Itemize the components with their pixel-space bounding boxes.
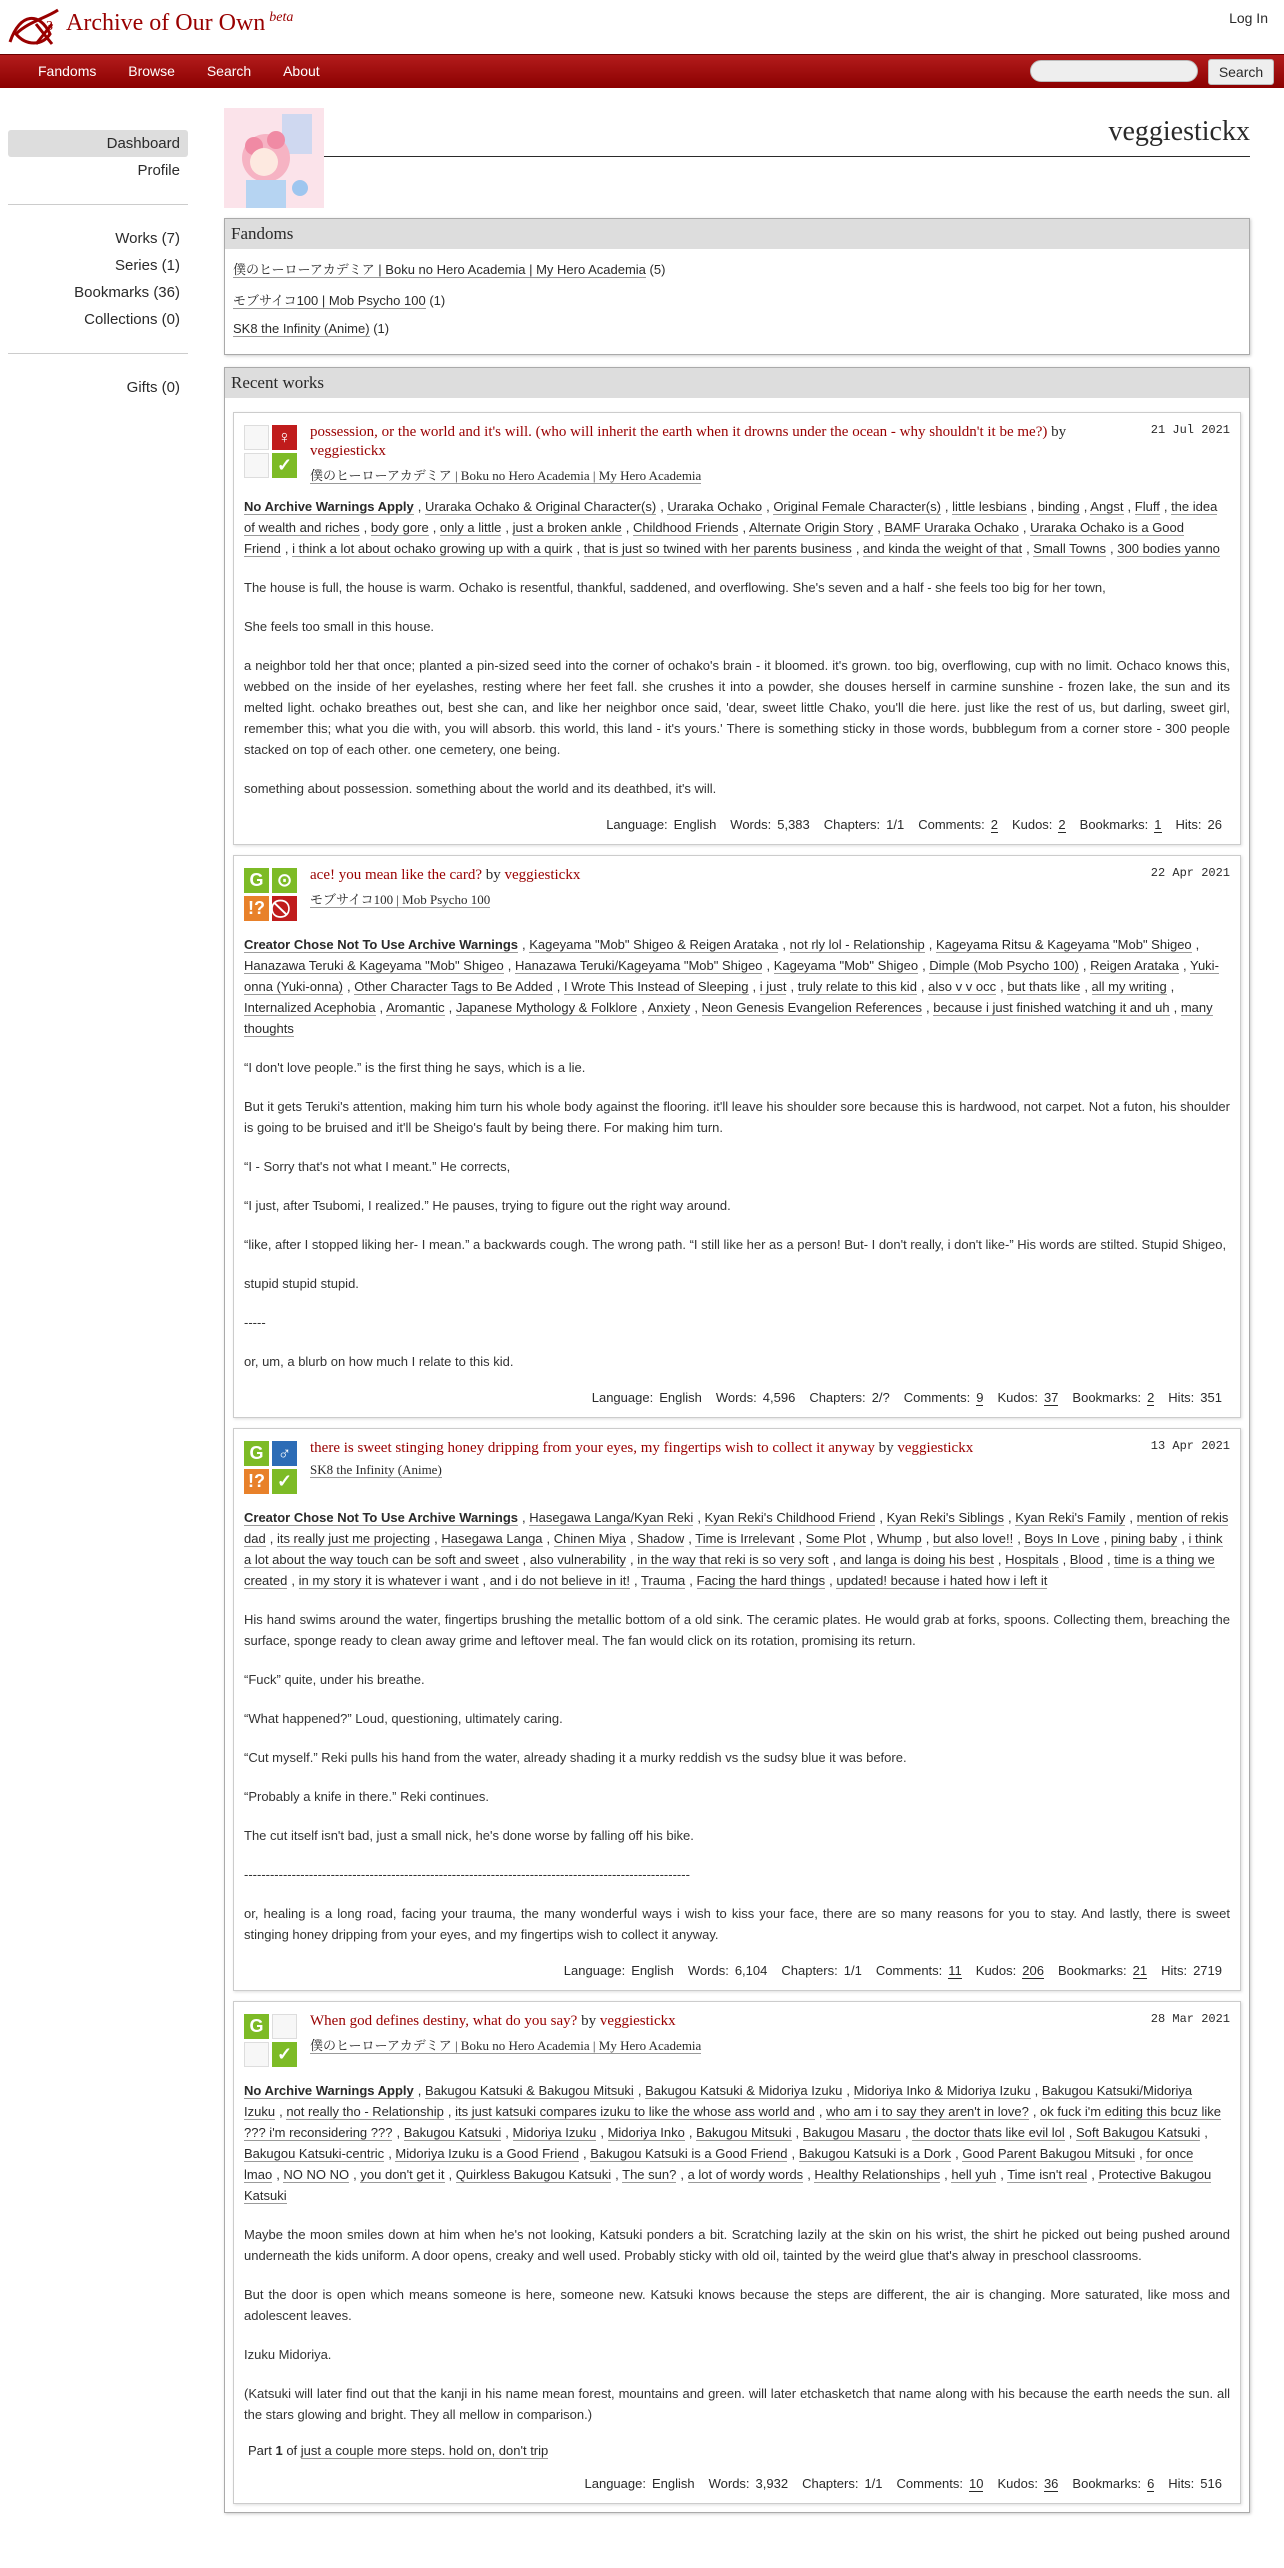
work-stats [244,2476,1230,2491]
sidebar-profile[interactable]: Profile [137,162,180,179]
stat-value-language: English [651,2476,695,2491]
work-fandom-link[interactable]: モブサイコ100 | Mob Psycho 100 [310,892,491,907]
svg-text:3: 3 [46,19,53,34]
freeform-tag[interactable]: Anxiety [647,1000,691,1015]
work-stats [244,1390,1230,1405]
by-label: by [878,1440,894,1456]
freeform-tag[interactable]: all my writing [1091,979,1167,994]
warnings-none-icon[interactable] [244,2042,269,2067]
dashboard-sidebar [8,130,188,401]
summary-paragraph: “I just, after Tsubomi, I realized.” He pauses, trying to figure out the right way around. [244,1198,731,1213]
summary-paragraph: Maybe the moon smiles down at him when he's not looking, Katsuki ponders a bit. Scratching lazily at the skin on his wrist, the shirt he picked out being pushed around underneath the kids uniform. A door opens, creaky and well used. Probably sticky with old oil, tainted by the weird glue that's alway in preschool classrooms. [244,2227,1230,2263]
stat-label-comments: Comments: [918,817,985,832]
stat-label-hits: Hits: [1161,1963,1188,1978]
stat-label-chapters: Chapters: [823,817,881,832]
freeform-tag[interactable]: Trauma [640,1573,686,1588]
fandom-count: (1) [373,321,390,336]
freeform-tag[interactable]: its just katsuki compares izuku to like the whose ass world and [455,2104,815,2119]
sidebar-series[interactable]: Series (1) [114,257,180,274]
summary-paragraph: The cut itself isn't bad, just a small nick, he's done worse by falling off his bike. [244,1828,694,1843]
freeform-tag[interactable]: Bakugou Katsuki is a Dork [798,2146,952,2161]
stat-value-comments[interactable]: 11 [948,1963,962,1978]
sidebar-gifts[interactable]: Gifts (0) [126,379,180,396]
stat-value-kudos[interactable]: 37 [1043,1390,1059,1405]
stat-value-comments[interactable]: 9 [976,1390,984,1405]
required-tags [244,425,298,479]
work-stats [244,1963,1230,1978]
freeform-tag[interactable]: Bakugou Katsuki & Midoriya Izuku [645,2083,843,2098]
freeform-tag[interactable]: not rly lol - Relationship [789,937,925,952]
sidebar-divider [8,204,188,205]
stat-label-words: Words: [708,2476,750,2491]
freeform-tag[interactable]: also vulnerability [529,1552,626,1567]
required-tags [244,1441,298,1495]
summary-paragraph: His hand swims around the water, fingertips brushing the metallic bottom of a old sink. The ceramic plates. He would grab at forks, spoons. Collecting them, breaching the surface, sponge ready to clean away grime and leftover meal. The fan would click on its rotation, promising its return. [244,1612,1230,1648]
freeform-tag[interactable]: a lot of wordy words [687,2167,804,2182]
freeform-tag[interactable]: Time isn't real [1007,2167,1088,2182]
summary-paragraph: something about possession. something about the world and its deathbed, it's will. [244,781,717,796]
rating-general-icon[interactable]: G [244,1441,269,1466]
stat-label-hits: Hits: [1168,2476,1195,2491]
freeform-tag[interactable]: Shadow [637,1531,685,1546]
stat-label-kudos: Kudos: [975,1963,1017,1978]
recent-works-heading: Recent works [225,368,1249,398]
page-title: veggiestickx [1108,116,1250,147]
freeform-tag[interactable]: Neon Genesis Evangelion References [701,1000,923,1015]
freeform-tag[interactable]: Uraraka Ochako & Original Character(s) [424,499,657,514]
freeform-tag[interactable]: Bakugou Katsuki is a Good Friend [590,2146,788,2161]
freeform-tag[interactable]: Midoriya Izuku [512,2125,597,2140]
complete-check-icon[interactable]: ✓ [272,453,297,478]
nav-browse[interactable]: Browse [128,63,175,79]
freeform-tag[interactable]: pining baby [1110,1531,1178,1546]
work-fandom-link[interactable]: SK8 the Infinity (Anime) [310,1462,442,1477]
freeform-tag[interactable]: the idea of wealth and riches [244,499,1218,535]
stat-label-words: Words: [730,817,772,832]
fandom-link[interactable]: 僕のヒーローアカデミア | Boku no Hero Academia | My Hero Academia [233,262,646,277]
warning-tag[interactable]: Creator Chose Not To Use Archive Warnings [244,937,519,952]
stat-value-bookmarks[interactable]: 21 [1132,1963,1148,1978]
category-gen-icon[interactable]: ⊙ [272,868,297,893]
login-link[interactable]: Log In [1229,10,1268,26]
rating-general-icon[interactable]: G [244,868,269,893]
freeform-tag[interactable]: Whump [876,1531,922,1546]
work-date: 28 Mar 2021 [1150,2012,1230,2026]
freeform-tag[interactable]: also v v occ [928,979,997,994]
warning-tag[interactable]: Creator Chose Not To Use Archive Warnings [244,1510,519,1525]
series-link[interactable]: just a couple more steps. hold on, don't trip [300,2443,549,2458]
work-tags: Creator Chose Not To Use Archive Warnings , Hasegawa Langa/Kyan Reki , Kyan Reki's Childhood Friend , Kyan Reki's Siblings , Kyan Reki's Family , mention of rekis dad , its really just me projecting , Hasegawa Langa , Chinen Miya , Shadow , Time is Irrelevant , Some Plot , Whump , but also love!! , Boys In Love , pining baby , i think a lot about the way touch can be soft and sweet , also vulnerability , in the way that reki is so very soft , and langa is doing his best , Hospitals , Blood , time is a thing we created , in my story it is whatever i want , and i do not believe in it! , Trauma , Facing the hard things , updated! because i hated how i left it [244,1510,1229,1588]
freeform-tag[interactable]: its really just me projecting [276,1531,431,1546]
site-header [0,0,1284,54]
author-link[interactable]: veggiestickx [599,2013,676,2029]
of-label: of [286,2443,298,2458]
summary-paragraph: “What happened?” Loud, questioning, ultimately caring. [244,1711,563,1726]
rating-general-icon[interactable]: G [244,2014,269,2039]
stat-label-chapters: Chapters: [781,1963,838,1978]
work-blurb [233,2001,1241,2504]
avatar-image-icon [224,108,324,208]
freeform-tag[interactable]: and kinda the weight of that [863,541,1023,556]
freeform-tag[interactable]: Healthy Relationships [814,2167,941,2182]
category-female-icon[interactable]: ♀ [272,425,297,450]
summary-paragraph: a neighbor told her that once; planted a pin-sized seed into the corner of ochako's brain - it bloomed. it's grown. too big, overflowing, cup with no limit. Ochaco knows this, webbed on the inside of her eyelashes, resting where her feet fall. she crushes it into a powder, she douses herself in carmine sunshine - frozen lake, the sun and its melted light. ochako breathes out, best she can, and like her neighbor once said, 'dear, sweet little Chako, you'll die here. just like the rest of us, but darling, sweet girl, remember this; what you die with, you will absorb. this world, this land - it's yours.' There is something sticky in those words, bubblegum from a corner store - 300 people stacked on top of each other. one cemetery, one being. [244,658,1230,757]
warnings-choose-not-icon[interactable]: !? [244,896,269,921]
work-blurb [233,412,1241,845]
fandom-link[interactable]: SK8 the Infinity (Anime) [233,321,370,336]
summary-paragraph: stupid stupid stupid. [244,1276,359,1291]
freeform-tag[interactable]: BAMF Uraraka Ochako [884,520,1019,535]
stat-value-kudos[interactable]: 36 [1043,2476,1059,2491]
stat-label-kudos: Kudos: [997,1390,1038,1405]
site-title[interactable]: Archive of Our Own $^{beta}$ [66,10,294,36]
series-line [248,2443,1230,2458]
stat-value-kudos[interactable]: 206 [1022,1963,1044,1978]
incomplete-icon[interactable] [272,896,297,921]
summary-paragraph: “like, after I stopped liking her- I mean.” a backwards cough. The wrong path. “I still like her as a person! But- I don't really, i don't like-” His words are stilted. Stupid Shigeo, [244,1237,1227,1252]
freeform-tag[interactable]: that is just so twined with her parents business [583,541,852,556]
freeform-tag[interactable]: Aromantic [386,1000,445,1015]
freeform-tag[interactable]: Angst [1090,499,1124,514]
stat-label-bookmarks: Bookmarks: [1072,2476,1142,2491]
freeform-tag[interactable]: 300 bodies yanno [1117,541,1220,556]
freeform-tag[interactable]: Time is Irrelevant [695,1531,795,1546]
work-title-link[interactable]: possession, or the world and it's will. (who will inherit the earth when it drowns under the ocean - why shouldn't it be me?) [310,424,1048,440]
summary-paragraph: (Katsuki will later find out that the kanji in his name mean forest, mountains and green. will later etchasketch that name along with his because the earth needs the sun. all the stars glowing and bright. They all mellow in comparison.) [244,2386,1230,2422]
stat-value-comments[interactable]: 10 [969,2476,984,2491]
freeform-tag[interactable]: I Wrote This Instead of Sleeping [563,979,749,994]
work-tags: Creator Chose Not To Use Archive Warnings , Kageyama "Mob" Shigeo & Reigen Arataka , not rly lol - Relationship , Kageyama Ritsu & Kageyama "Mob" Shigeo , Hanazawa Teruki & Kageyama "Mob" Shigeo , Hanazawa Teruki/Kageyama "Mob" Shigeo , Kageyama "Mob" Shigeo , Dimple (Mob Psycho 100) , Reigen Arataka , Yuki-onna (Yuki-onna) , Other Character Tags to Be Added , I Wrote This Instead of Sleeping , i just , truly relate to this kid , also v v occ , but thats like , all my writing , Internalized Acephobia , Aromantic , Japanese Mythology & Folklore , Anxiety , Neon Genesis Evangelion References , because i just finished watching it and uh , many thoughts [244,937,1219,1036]
summary-paragraph: ----- [244,1315,266,1330]
fandom-count: (1) [429,293,446,308]
work-title-link[interactable]: When god defines destiny, what do you say? [310,2013,578,2029]
summary-paragraph: She feels too small in this house. [244,619,435,634]
freeform-tag[interactable]: Kyan Reki's Siblings [886,1510,1005,1525]
work-stats [244,817,1230,832]
by-label: by [485,867,501,883]
header-rule [324,156,1250,157]
work-fandom-link[interactable]: 僕のヒーローアカデミア | Boku no Hero Academia | My Hero Academia [310,2038,702,2053]
freeform-tag[interactable]: for once lmao [244,2146,1194,2182]
freeform-tag[interactable]: and langa is doing his best [839,1552,994,1567]
stat-label-hits: Hits: [1175,817,1202,832]
freeform-tag[interactable]: Kyan Reki's Childhood Friend [704,1510,876,1525]
stat-label-hits: Hits: [1168,1390,1195,1405]
freeform-tag[interactable]: Fluff [1134,499,1160,514]
stat-label-bookmarks: Bookmarks: [1072,1390,1142,1405]
freeform-tag[interactable]: updated! because i hated how i left it [836,1573,1048,1588]
stat-label-comments: Comments: [896,2476,963,2491]
freeform-tag[interactable]: Uraraka Ochako [667,499,763,514]
work-summary [244,577,1230,799]
freeform-tag[interactable]: Bakugou Katsuki [403,2125,502,2140]
freeform-tag[interactable]: Hanazawa Teruki & Kageyama "Mob" Shigeo [244,958,504,973]
stat-value-language: English [673,817,717,832]
stat-value-hits: 351 [1200,1390,1222,1405]
freeform-tag[interactable]: Kageyama "Mob" Shigeo [773,958,919,973]
work-summary [244,2224,1230,2425]
stat-label-bookmarks: Bookmarks: [1079,817,1149,832]
freeform-tag[interactable]: i think a lot about ochako growing up with a quirk [292,541,573,556]
required-tags [244,2014,298,2068]
work-date: 13 Apr 2021 [1150,1439,1230,1453]
stat-value-words: 3,932 [755,2476,789,2491]
stat-label-language: Language: [591,1390,654,1405]
fandom-item [233,321,1241,336]
freeform-tag[interactable]: not really tho - Relationship [286,2104,444,2119]
freeform-tag[interactable]: ok fuck i'm editing this bcuz like ??? i'm reconsidering ??? [244,2104,1221,2140]
freeform-tag[interactable]: i just [759,979,787,994]
sidebar-dashboard[interactable]: Dashboard [8,130,188,157]
freeform-tag[interactable]: but thats like [1007,979,1081,994]
freeform-tag[interactable]: but also love!! [932,1531,1014,1546]
fandoms-section [224,218,1250,355]
work-date: 22 Apr 2021 [1150,866,1230,880]
recent-works-section [224,367,1250,2513]
summary-paragraph: “I don't love people.” is the first thing he says, which is a lie. [244,1060,586,1075]
work-date: 21 Jul 2021 [1150,423,1230,437]
freeform-tag[interactable]: Kageyama "Mob" Shigeo & Reigen Arataka [529,937,779,952]
summary-paragraph: But it gets Teruki's attention, making him turn his whole body against the flooring. it'll leave his shoulder sore because this is hardwood, not carpet. Not a futon, his shoulder is going to be bruised and it'll be Sheigo's fault by being there. For making him turn. [244,1099,1230,1135]
stat-value-words: 4,596 [762,1390,796,1405]
stat-label-language: Language: [606,817,668,832]
warning-tag[interactable]: No Archive Warnings Apply [244,2083,414,2098]
freeform-tag[interactable]: Hospitals [1005,1552,1059,1567]
search-button[interactable]: Search [1208,59,1274,85]
sidebar-works[interactable]: Works (7) [115,230,180,247]
freeform-tag[interactable]: Midoriya Inko & Midoriya Izuku [853,2083,1031,2098]
stat-value-hits: 2719 [1193,1963,1222,1978]
freeform-tag[interactable]: in my story it is whatever i want [298,1573,479,1588]
work-summary [244,1057,1230,1372]
summary-paragraph: Izuku Midoriya. [244,2347,332,2362]
beta-label: beta [269,10,294,25]
part-label: Part [248,2443,272,2458]
stat-value-bookmarks[interactable]: 1 [1154,817,1162,832]
freeform-tag[interactable]: Bakugou Katsuki-centric [244,2146,385,2161]
summary-paragraph: But the door is open which means someone is here, someone new. Katsuki knows because the steps are different, the air is changing. More saturated, like moss and adolescent leaves. [244,2287,1230,2323]
complete-check-icon[interactable]: ✓ [272,1469,297,1494]
main-content [224,108,1250,2513]
ao3-logo-icon[interactable] [6,4,66,50]
nav-search[interactable]: Search [206,63,252,79]
freeform-tag[interactable]: Protective Bakugou Katsuki [244,2167,1212,2203]
category-male-icon[interactable]: ♂ [272,1441,297,1466]
stat-label-words: Words: [687,1963,729,1978]
primary-navigation [0,54,1284,88]
freeform-tag[interactable]: Alternate Origin Story [748,520,874,535]
stat-value-bookmarks[interactable]: 2 [1147,1390,1155,1405]
freeform-tag[interactable]: Dimple (Mob Psycho 100) [929,958,1079,973]
work-blurb [233,855,1241,1418]
stat-label-bookmarks: Bookmarks: [1057,1963,1127,1978]
fandom-link[interactable]: モブサイコ100 | Mob Psycho 100 [233,293,426,308]
stat-label-language: Language: [584,2476,646,2491]
freeform-tag[interactable]: because i just finished watching it and uh [933,1000,1170,1015]
freeform-tag[interactable]: hell yuh [951,2167,997,2182]
stat-value-kudos[interactable]: 2 [1058,817,1066,832]
freeform-tag[interactable]: Some Plot [805,1531,866,1546]
freeform-tag[interactable]: Midoriya Inko [607,2125,685,2140]
freeform-tag[interactable]: Good Parent Bakugou Mitsuki [962,2146,1136,2161]
work-tags: No Archive Warnings Apply , Bakugou Katsuki & Bakugou Mitsuki , Bakugou Katsuki & Midoriya Izuku , Midoriya Inko & Midoriya Izuku , Bakugou Katsuki/Midoriya Izuku , not really tho - Relationship , its just katsuki compares izuku to like the whose ass world and , who am i to say they aren't in love? , ok fuck i'm editing this bcuz like ??? i'm reconsidering ??? , Bakugou Katsuki , Midoriya Izuku , Midoriya Inko , Bakugou Mitsuki , Bakugou Masaru , the doctor thats like evil lol , Soft Bakugou Katsuki , Bakugou Katsuki-centric , Midoriya Izuku is a Good Friend , Bakugou Katsuki is a Good Friend , Bakugou Katsuki is a Dork , Good Parent Bakugou Mitsuki , for once lmao , NO NO NO , you don't get it , Quirkless Bakugou Katsuki , The sun? , a lot of wordy words , Healthy Relationships , hell yuh , Time isn't real , Protective Bakugou Katsuki [244,2083,1221,2203]
freeform-tag[interactable]: Yuki-onna (Yuki-onna) [244,958,1219,994]
stat-label-language: Language: [563,1963,626,1978]
work-fandom-link[interactable]: 僕のヒーローアカデミア | Boku no Hero Academia | My Hero Academia [310,468,702,483]
avatar[interactable] [224,108,324,208]
stat-value-hits: 516 [1200,2476,1222,2491]
stat-value-language: English [659,1390,702,1405]
summary-paragraph: or, healing is a long road, facing your trauma, the many wonderful ways i wish to kiss your face, there are so many reasons for you to stay. And lastly, there is sweet stinging honey dripping from your eyes, and my fingertips wish to collect it anyway. [244,1906,1230,1942]
freeform-tag[interactable]: Bakugou Masaru [802,2125,902,2140]
series-part-number: 1 [275,2443,283,2458]
work-title-link[interactable]: ace! you mean like the card? [310,867,482,883]
freeform-tag[interactable]: Chinen Miya [553,1531,627,1546]
freeform-tag[interactable]: little lesbians [952,499,1027,514]
freeform-tag[interactable]: Facing the hard things [696,1573,826,1588]
stat-value-words: 5,383 [777,817,810,832]
summary-paragraph: “Cut myself.” Reki pulls his hand from the water, already shading it a murky reddish vs the sudsy blue it was before. [244,1750,907,1765]
stat-label-chapters: Chapters: [802,2476,859,2491]
freeform-tag[interactable]: just a broken ankle [512,520,622,535]
stat-value-language: English [631,1963,674,1978]
search-input[interactable] [1030,60,1198,82]
freeform-tag[interactable]: i think a lot about the way touch can be soft and sweet [244,1531,1223,1567]
author-link[interactable]: veggiestickx [504,867,581,883]
stat-label-words: Words: [715,1390,757,1405]
sidebar-bookmarks[interactable]: Bookmarks (36) [74,284,180,301]
freeform-tag[interactable]: Hanazawa Teruki/Kageyama "Mob" Shigeo [514,958,763,973]
stat-value-chapters: 1/1 [886,817,905,832]
freeform-tag[interactable]: many thoughts [244,1000,1213,1036]
complete-check-icon[interactable]: ✓ [272,2042,297,2067]
freeform-tag[interactable]: Bakugou Mitsuki [696,2125,792,2140]
stat-value-hits: 26 [1207,817,1222,832]
warning-tag[interactable]: No Archive Warnings Apply [244,499,414,514]
summary-paragraph: The house is full, the house is warm. Ochako is resentful, thankful, saddened, and overflowing. She's seven and a half - she feels too big for her town, [244,580,1106,595]
freeform-tag[interactable]: binding [1037,499,1080,514]
summary-paragraph: or, um, a blurb on how much I relate to this kid. [244,1354,514,1369]
freeform-tag[interactable]: Hasegawa Langa [441,1531,543,1546]
stat-label-kudos: Kudos: [997,2476,1038,2491]
stat-value-chapters: 1/1 [843,1963,862,1978]
freeform-tag[interactable]: time is a thing we created [244,1552,1215,1588]
freeform-tag[interactable]: Japanese Mythology & Folklore [455,1000,638,1015]
freeform-tag[interactable]: Childhood Friends [632,520,739,535]
freeform-tag[interactable]: Bakugou Katsuki & Bakugou Mitsuki [424,2083,634,2098]
freeform-tag[interactable]: mention of rekis dad [244,1510,1229,1546]
freeform-tag[interactable]: the doctor thats like evil lol [912,2125,1065,2140]
freeform-tag[interactable]: Midoriya Izuku is a Good Friend [395,2146,579,2161]
freeform-tag[interactable]: The sun? [622,2167,677,2182]
stat-value-bookmarks[interactable]: 6 [1147,2476,1155,2491]
freeform-tag[interactable]: Original Female Character(s) [773,499,941,514]
sidebar-divider [8,353,188,354]
work-title-link[interactable]: there is sweet stinging honey dripping from your eyes, my fingertips wish to collect it anyway [310,1440,875,1456]
author-link[interactable]: veggiestickx [310,443,386,459]
required-tags [244,868,298,922]
work-tags: No Archive Warnings Apply , Uraraka Ochako & Original Character(s) , Uraraka Ochako , Original Female Character(s) , little lesbians , binding , Angst , Fluff , the idea of wealth and riches , body gore , only a little , just a broken ankle , Childhood Friends , Alternate Origin Story , BAMF Uraraka Ochako , Uraraka Ochako is a Good Friend , i think a lot about ochako growing up with a quirk , that is just so twined with her parents business , and kinda the weight of that , Small Towns , 300 bodies yanno [244,499,1220,556]
nav-fandoms[interactable]: Fandoms [38,63,97,79]
stat-label-kudos: Kudos: [1011,817,1053,832]
freeform-tag[interactable]: Small Towns [1033,541,1107,556]
category-none-icon[interactable] [272,2014,297,2039]
freeform-tag[interactable]: Bakugou Katsuki/Midoriya Izuku [244,2083,1193,2119]
freeform-tag[interactable]: body gore [370,520,429,535]
freeform-tag[interactable]: Kyan Reki's Family [1015,1510,1126,1525]
stat-value-comments[interactable]: 2 [990,817,998,832]
work-summary [244,1609,1230,1945]
stat-value-words: 6,104 [734,1963,768,1978]
freeform-tag[interactable]: Internalized Acephobia [244,1000,376,1015]
summary-paragraph: “Probably a knife in there.” Reki continues. [244,1789,489,1804]
by-label: by [581,2013,597,2029]
freeform-tag[interactable]: in the way that reki is so very soft [637,1552,829,1567]
freeform-tag[interactable]: who am i to say they aren't in love? [826,2104,1029,2119]
work-blurb [233,1428,1241,1991]
by-label: by [1051,424,1067,440]
summary-paragraph: “Fuck” quite, under his breathe. [244,1672,425,1687]
fandom-item [233,259,1241,278]
summary-paragraph: ------------------------------------------------------------------------------------------------------- [244,1867,690,1882]
freeform-tag[interactable]: Soft Bakugou Katsuki [1075,2125,1201,2140]
fandom-item [233,290,1241,309]
stat-value-chapters: 2/? [871,1390,890,1405]
freeform-tag[interactable]: NO NO NO [283,2167,350,2182]
freeform-tag[interactable]: Boys In Love [1024,1531,1100,1546]
summary-paragraph: “I - Sorry that's not what I meant.” He corrects, [244,1159,511,1174]
author-link[interactable]: veggiestickx [897,1440,974,1456]
stat-label-comments: Comments: [903,1390,971,1405]
stat-value-chapters: 1/1 [864,2476,883,2491]
warnings-choose-not-icon[interactable]: !? [244,1469,269,1494]
stat-label-chapters: Chapters: [809,1390,866,1405]
freeform-tag[interactable]: Reigen Arataka [1090,958,1179,973]
freeform-tag[interactable]: Hasegawa Langa/Kyan Reki [529,1510,694,1525]
warnings-none-icon[interactable] [244,453,269,478]
freeform-tag[interactable]: truly relate to this kid [797,979,917,994]
freeform-tag[interactable]: only a little [439,520,502,535]
fandom-count: (5) [649,262,666,277]
freeform-tag[interactable]: Kageyama Ritsu & Kageyama "Mob" Shigeo [936,937,1192,952]
freeform-tag[interactable]: Other Character Tags to Be Added [354,979,553,994]
rating-not-rated-icon[interactable] [244,425,269,450]
freeform-tag[interactable]: Uraraka Ochako is a Good Friend [244,520,1184,556]
stat-label-comments: Comments: [875,1963,943,1978]
user-header [224,108,1250,208]
freeform-tag[interactable]: and i do not believe in it! [489,1573,630,1588]
freeform-tag[interactable]: Quirkless Bakugou Katsuki [455,2167,612,2182]
sidebar-collections[interactable]: Collections (0) [84,311,180,328]
freeform-tag[interactable]: Blood [1069,1552,1104,1567]
fandoms-heading: Fandoms [225,219,1249,249]
freeform-tag[interactable]: you don't get it [360,2167,445,2182]
nav-about[interactable]: About [283,63,320,79]
